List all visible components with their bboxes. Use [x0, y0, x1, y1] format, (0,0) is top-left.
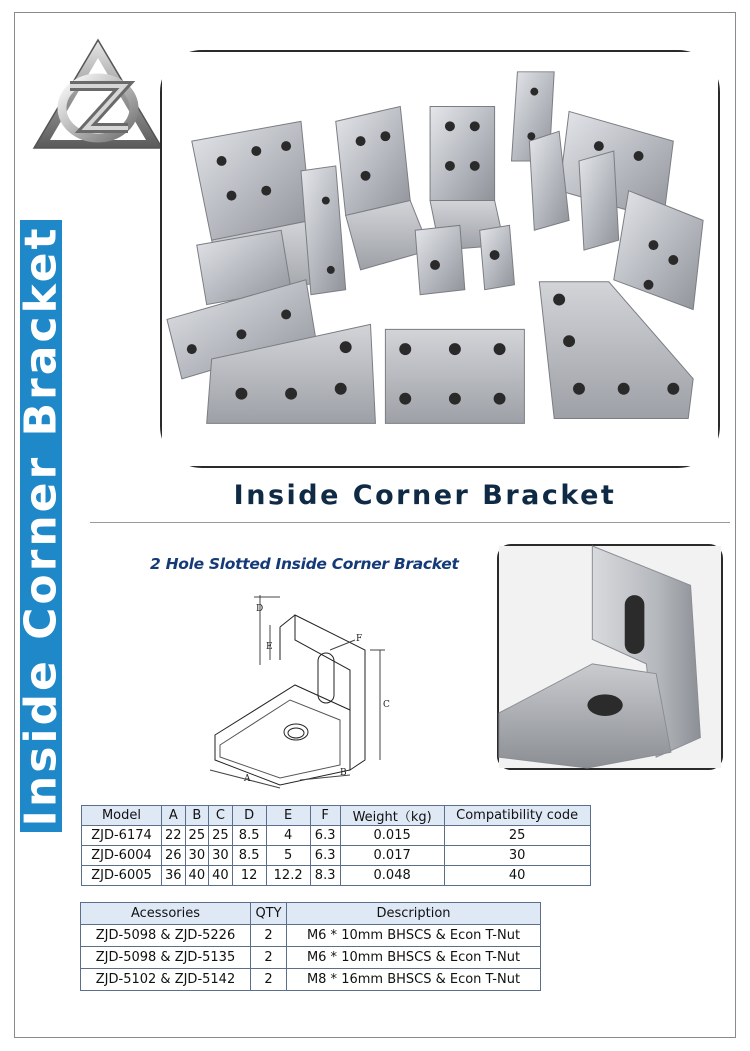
table-cell: 22: [162, 826, 186, 846]
table-cell: 2: [251, 925, 287, 947]
dim-label-e: E: [266, 642, 273, 652]
table-cell: ZJD-5098 & ZJD-5135: [81, 947, 251, 969]
table-cell: 0.015: [340, 826, 444, 846]
spec-header: Weight（kg): [340, 806, 444, 826]
table-cell: 0.048: [340, 866, 444, 886]
table-row: [82, 826, 591, 846]
accessory-header-row: [81, 903, 541, 925]
table-cell: ZJD-6174: [82, 826, 162, 846]
table-cell: M6 * 10mm BHSCS & Econ T-Nut: [287, 947, 541, 969]
dim-label-d: D: [256, 604, 264, 614]
table-row: [81, 925, 541, 947]
table-cell: 30: [185, 846, 209, 866]
table-cell: 8.3: [310, 866, 340, 886]
product-photo-collage: [160, 50, 720, 468]
main-title: Inside Corner Bracket: [233, 480, 617, 511]
accessory-header: QTY: [251, 903, 287, 925]
table-cell: 40: [185, 866, 209, 886]
brand-logo: [28, 36, 168, 154]
table-cell: 30: [444, 846, 590, 866]
table-cell: 25: [185, 826, 209, 846]
spec-header: B: [185, 806, 209, 826]
detail-product-photo: [497, 544, 723, 770]
table-cell: 26: [162, 846, 186, 866]
table-cell: ZJD-6005: [82, 866, 162, 886]
dim-label-b: B: [340, 768, 347, 778]
table-cell: 5: [266, 846, 310, 866]
spec-header: D: [232, 806, 266, 826]
table-cell: 6.3: [310, 826, 340, 846]
spec-header: Compatibility code: [444, 806, 590, 826]
table-cell: 4: [266, 826, 310, 846]
spec-table: [81, 805, 591, 886]
product-title: 2 Hole Slotted Inside Corner Bracket: [150, 555, 459, 573]
table-cell: 8.5: [232, 846, 266, 866]
spec-header: F: [310, 806, 340, 826]
spec-header: Model: [82, 806, 162, 826]
table-cell: 36: [162, 866, 186, 886]
table-cell: 8.5: [232, 826, 266, 846]
accessory-header: Acessories: [81, 903, 251, 925]
table-cell: M8 * 16mm BHSCS & Econ T-Nut: [287, 969, 541, 991]
dim-label-f: F: [356, 634, 363, 644]
table-cell: 0.017: [340, 846, 444, 866]
spec-header: E: [266, 806, 310, 826]
table-cell: 2: [251, 969, 287, 991]
table-cell: 2: [251, 947, 287, 969]
table-row: [81, 969, 541, 991]
side-title: Inside Corner Bracket: [15, 225, 67, 827]
table-row: [82, 846, 591, 866]
table-cell: 40: [209, 866, 233, 886]
table-cell: 25: [444, 826, 590, 846]
table-cell: M6 * 10mm BHSCS & Econ T-Nut: [287, 925, 541, 947]
table-cell: ZJD-5102 & ZJD-5142: [81, 969, 251, 991]
accessory-table: [80, 902, 541, 991]
table-cell: ZJD-6004: [82, 846, 162, 866]
table-cell: ZJD-5098 & ZJD-5226: [81, 925, 251, 947]
table-cell: 6.3: [310, 846, 340, 866]
spec-header-row: [82, 806, 591, 826]
technical-drawing: [200, 585, 415, 790]
table-cell: 40: [444, 866, 590, 886]
side-title-band: [15, 220, 67, 832]
accessory-header: Description: [287, 903, 541, 925]
table-row: [81, 947, 541, 969]
dim-label-c: C: [383, 700, 390, 710]
spec-header: C: [209, 806, 233, 826]
table-cell: 12: [232, 866, 266, 886]
table-cell: 25: [209, 826, 233, 846]
spec-header: A: [162, 806, 186, 826]
table-cell: 12.2: [266, 866, 310, 886]
table-cell: 30: [209, 846, 233, 866]
table-row: [82, 866, 591, 886]
section-divider: [90, 522, 730, 523]
dim-label-a: A: [244, 774, 251, 784]
